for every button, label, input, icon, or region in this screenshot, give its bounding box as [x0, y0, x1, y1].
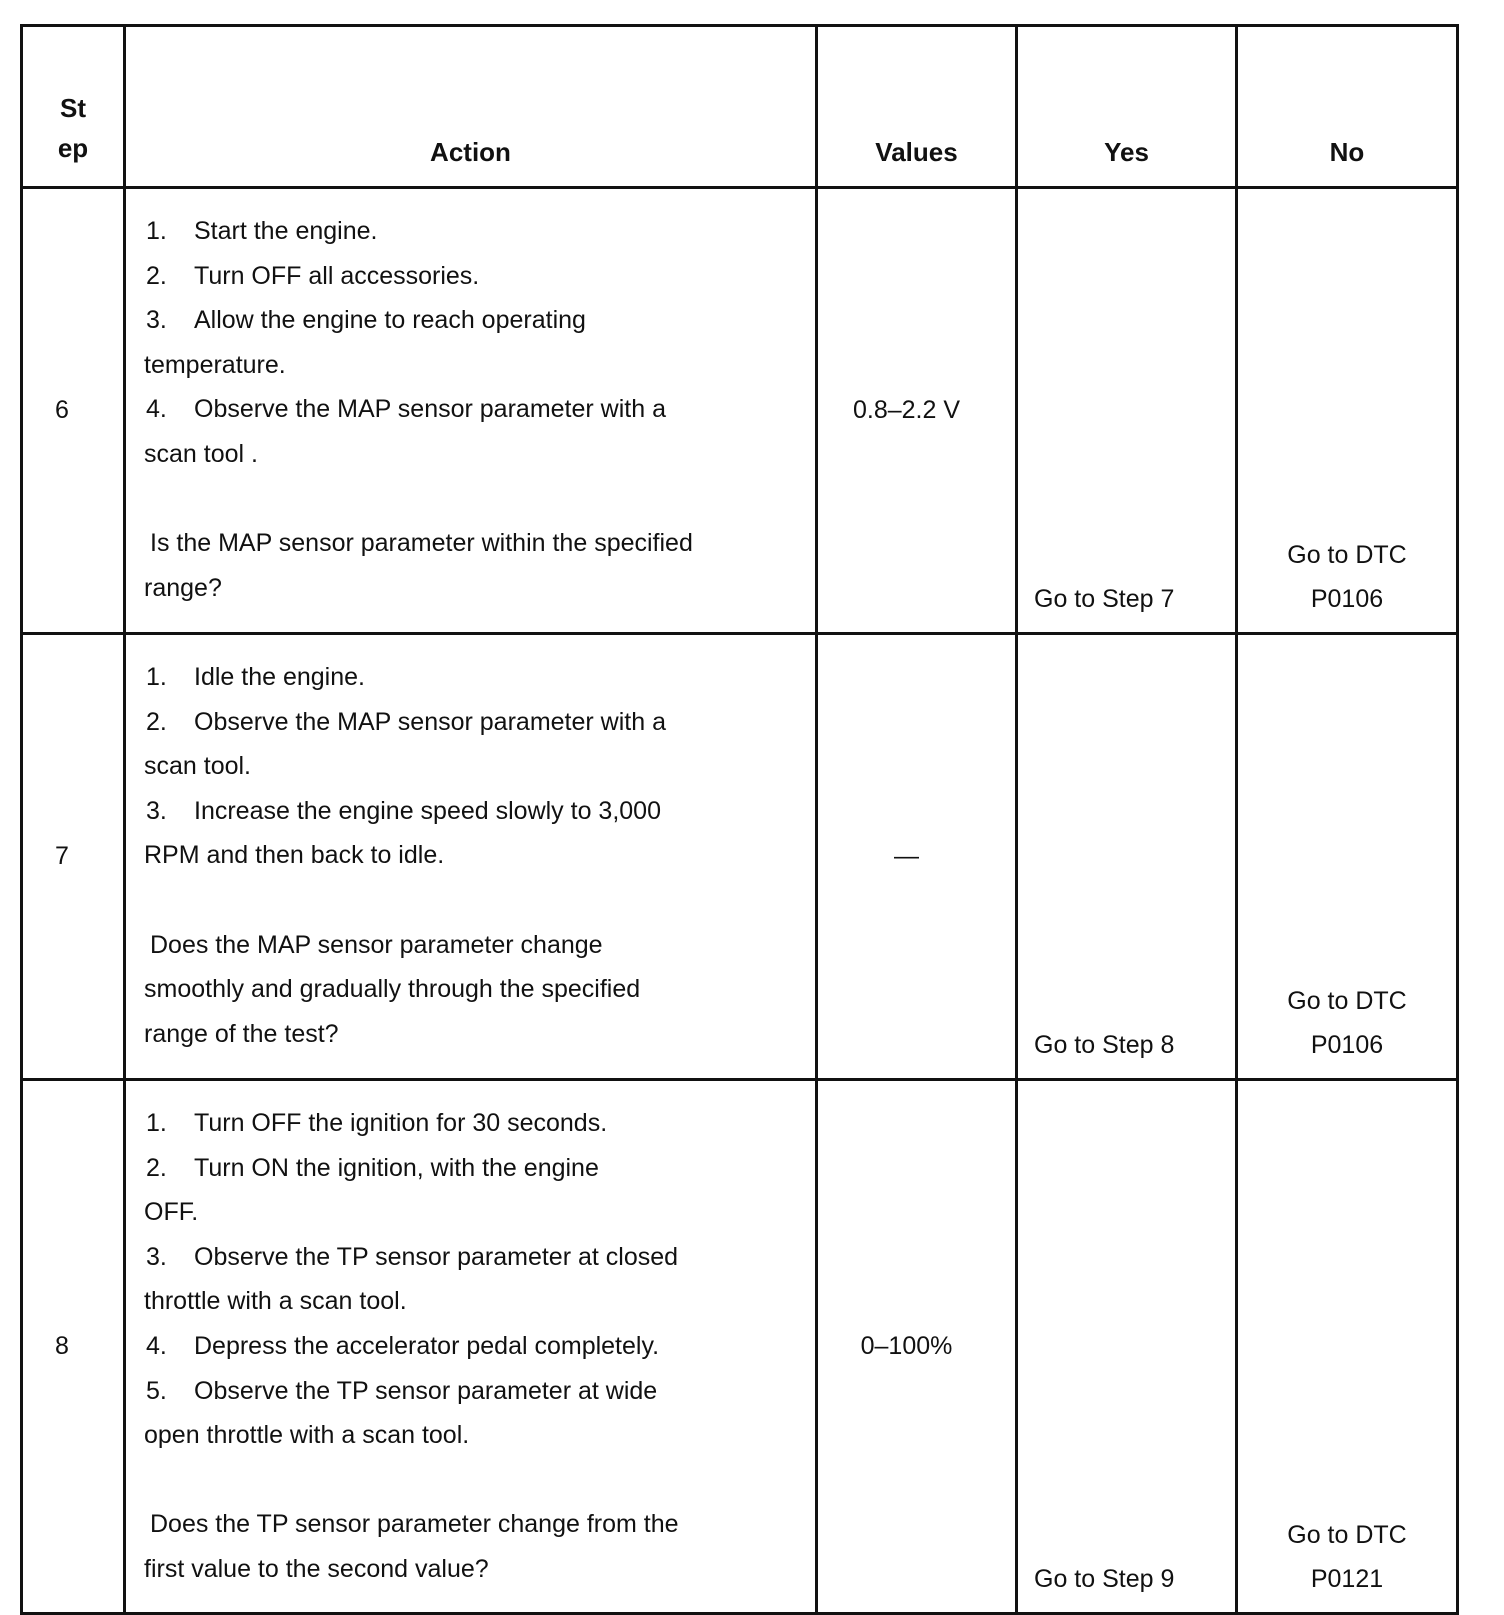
- action-item-cont: open throttle with a scan tool.: [144, 1421, 470, 1450]
- table-row: [22, 1080, 1458, 1614]
- action-item: 3. Allow the engine to reach operating: [146, 306, 586, 335]
- action-cell: [125, 1080, 817, 1614]
- step-number: 7: [22, 634, 125, 1080]
- action-item: 3. Increase the engine speed slowly to 3,000: [146, 796, 661, 825]
- action-question-cont: first value to the second value?: [144, 1554, 489, 1583]
- action-item-cont: throttle with a scan tool.: [144, 1287, 407, 1316]
- step-number: 6: [22, 188, 125, 634]
- no-cell: Go to DTC P0106: [1237, 634, 1458, 1080]
- diagnostic-table: [20, 24, 1459, 1615]
- header-row: [22, 26, 1458, 188]
- action-cell: [125, 188, 817, 634]
- action-item-cont: scan tool.: [144, 752, 252, 781]
- action-item: 1. Turn OFF the ignition for 30 seconds.: [146, 1109, 608, 1137]
- action-item: 4. Observe the MAP sensor parameter with a: [146, 395, 666, 424]
- action-question-cont: range?: [144, 573, 222, 602]
- action-item: 5. Observe the TP sensor parameter at wide: [146, 1376, 658, 1405]
- values-cell: 0–100%: [817, 1080, 1017, 1614]
- action-cell: [125, 634, 817, 1080]
- yes-cell: Go to Step 9: [1017, 1080, 1237, 1614]
- action-item: 3. Observe the TP sensor parameter at closed: [146, 1242, 679, 1271]
- header-no: No: [1237, 26, 1458, 188]
- no-cell: Go to DTC P0106: [1237, 188, 1458, 634]
- header-yes: Yes: [1017, 26, 1237, 188]
- action-item-cont: scan tool .: [144, 439, 258, 468]
- action-item: 2. Turn OFF all accessories.: [146, 261, 480, 290]
- action-question-cont: smoothly and gradually through the specified: [144, 975, 641, 1004]
- yes-cell: Go to Step 7: [1017, 188, 1237, 634]
- header-action: Action: [125, 26, 817, 188]
- yes-cell: Go to Step 8: [1017, 634, 1237, 1080]
- action-question: Is the MAP sensor parameter within the specified: [150, 529, 693, 558]
- step-number: 8: [22, 1080, 125, 1614]
- header-values: Values: [817, 26, 1017, 188]
- action-question: Does the MAP sensor parameter change: [150, 930, 603, 959]
- action-item: 2. Turn ON the ignition, with the engine: [146, 1153, 599, 1182]
- action-item-cont: OFF.: [144, 1198, 199, 1227]
- values-cell: —: [817, 634, 1017, 1080]
- action-item: 4. Depress the accelerator pedal completely.: [146, 1331, 660, 1360]
- action-item: 1. Idle the engine.: [146, 663, 365, 691]
- table-row: [22, 188, 1458, 634]
- action-item-cont: RPM and then back to idle.: [144, 841, 445, 870]
- action-item-cont: temperature.: [144, 350, 286, 379]
- action-question: Does the TP sensor parameter change from the: [150, 1510, 679, 1539]
- table-row: [22, 634, 1458, 1080]
- action-item: 1. Start the engine.: [146, 217, 378, 245]
- header-step: St ep: [22, 26, 125, 188]
- no-cell: Go to DTC P0121: [1237, 1080, 1458, 1614]
- values-cell: 0.8–2.2 V: [817, 188, 1017, 634]
- action-question-cont: range of the test?: [144, 1019, 339, 1048]
- action-item: 2. Observe the MAP sensor parameter with a: [146, 707, 666, 736]
